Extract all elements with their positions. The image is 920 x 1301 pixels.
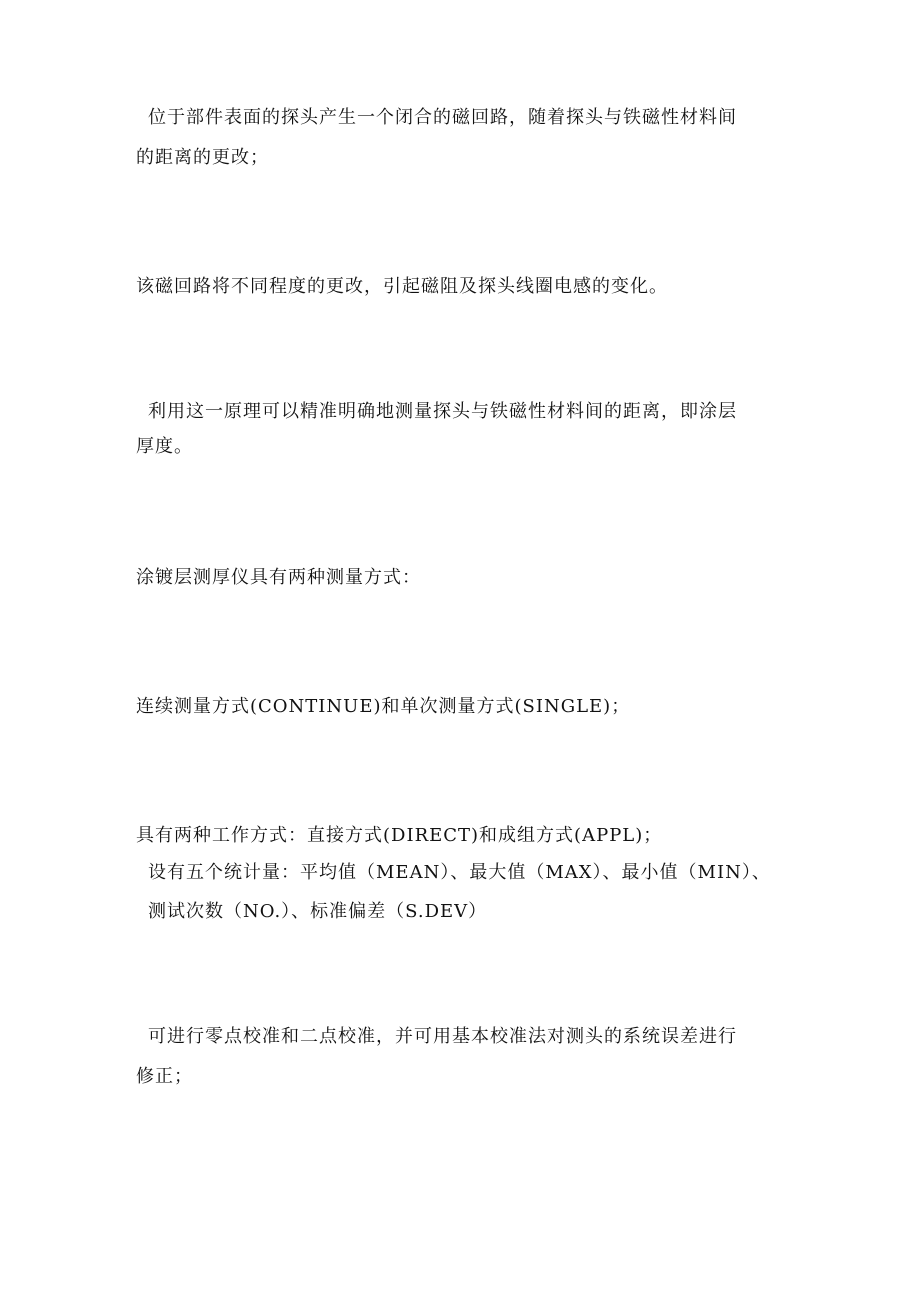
paragraph-3-line-1: 利用这一原理可以精准明确地测量探头与铁磁性材料间的距离，即涂层 — [148, 401, 737, 422]
paragraph-6-line-1: 具有两种工作方式：直接方式(DIRECT)和成组方式(APPL)； — [136, 825, 663, 846]
paragraph-1-line-1: 位于部件表面的探头产生一个闭合的磁回路，随着探头与铁磁性材料间 — [148, 107, 737, 128]
paragraph-6-line-2: 设有五个统计量：平均值（MEAN）、最大值（MAX）、最小值（MIN）、 — [148, 862, 771, 883]
paragraph-7-line-1: 可进行零点校准和二点校准，并可用基本校准法对测头的系统误差进行 — [148, 1026, 737, 1047]
paragraph-2-line-1: 该磁回路将不同程度的更改，引起磁阻及探头线圈电感的变化。 — [136, 276, 668, 297]
paragraph-6-line-3: 测试次数（NO.）、标准偏差（S.DEV） — [148, 901, 488, 922]
paragraph-3-line-2: 厚度。 — [136, 436, 193, 457]
paragraph-7-line-2: 修正； — [136, 1066, 193, 1087]
paragraph-5-line-1: 连续测量方式(CONTINUE)和单次测量方式(SINGLE)； — [136, 696, 631, 717]
paragraph-4-line-1: 涂镀层测厚仪具有两种测量方式： — [136, 567, 421, 588]
paragraph-1-line-2: 的距离的更改； — [136, 147, 269, 168]
